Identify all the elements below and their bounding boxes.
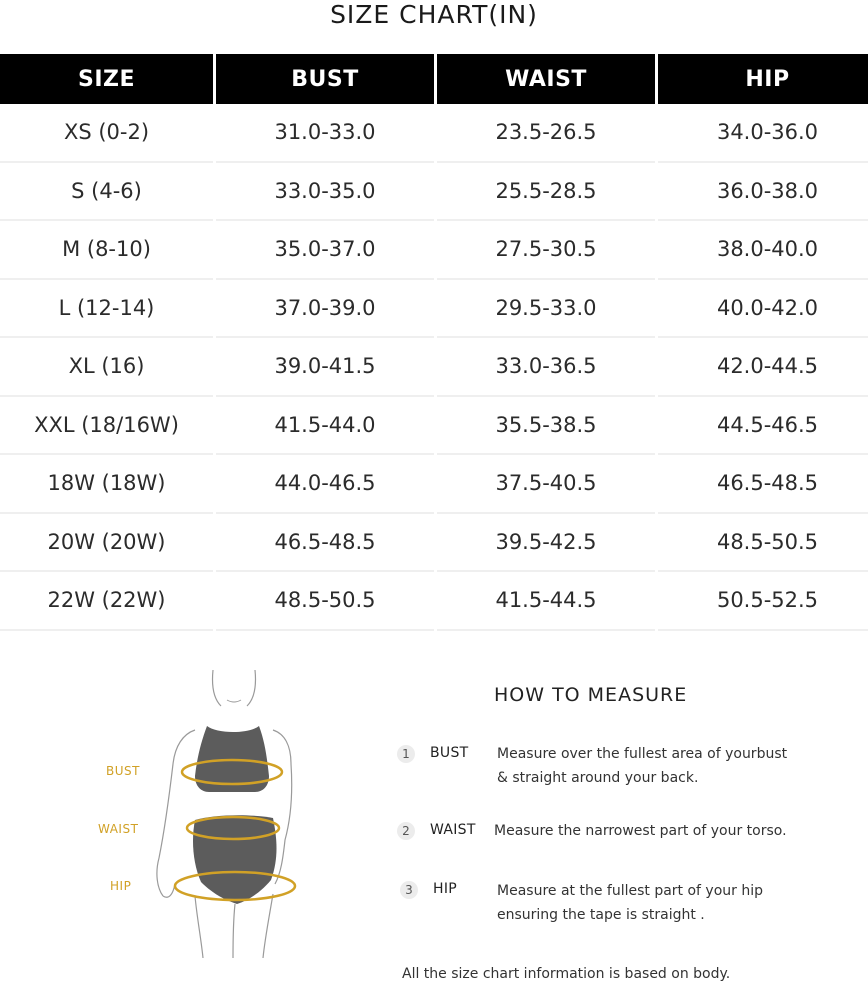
size-cell: 18W (18W) — [0, 454, 215, 513]
bust-cell: 48.5-50.5 — [215, 571, 436, 630]
step-1-badge: 1 — [397, 745, 415, 763]
table-row — [0, 337, 868, 396]
bust-label: BUST — [106, 764, 140, 778]
hip-cell: 48.5-50.5 — [657, 513, 868, 572]
bust-cell: 44.0-46.5 — [215, 454, 436, 513]
hip-desc-line-1: Measure at the fullest part of your hip — [497, 883, 764, 899]
hip-desc-line-2: ensuring the tape is straight . — [497, 907, 705, 923]
bust-cell: 41.5-44.0 — [215, 396, 436, 455]
hip-cell: 36.0-38.0 — [657, 162, 868, 221]
size-cell: S (4-6) — [0, 162, 215, 221]
hip-cell: 46.5-48.5 — [657, 454, 868, 513]
size-cell: 20W (20W) — [0, 513, 215, 572]
header-size: SIZE — [0, 54, 215, 104]
table-row — [0, 571, 868, 630]
bust-cell: 46.5-48.5 — [215, 513, 436, 572]
table-row — [0, 279, 868, 338]
waist-cell: 33.0-36.5 — [436, 337, 657, 396]
table-row — [0, 396, 868, 455]
bust-desc-line-1: Measure over the fullest area of yourbust — [497, 746, 788, 762]
waist-measure-label: WAIST — [430, 822, 476, 838]
table-row — [0, 104, 868, 162]
step-2-badge: 2 — [397, 822, 415, 840]
table-row — [0, 513, 868, 572]
hip-measure-desc — [497, 879, 763, 927]
hip-label: HIP — [110, 879, 132, 893]
bust-measure-label: BUST — [430, 745, 469, 761]
waist-cell: 37.5-40.5 — [436, 454, 657, 513]
size-chart-title: SIZE CHART(IN) — [330, 0, 538, 29]
bust-desc-line-2: & straight around your back. — [497, 770, 699, 786]
waist-cell: 39.5-42.5 — [436, 513, 657, 572]
waist-cell: 29.5-33.0 — [436, 279, 657, 338]
header-hip: HIP — [657, 54, 868, 104]
hip-cell: 50.5-52.5 — [657, 571, 868, 630]
step-3-badge: 3 — [400, 881, 418, 899]
waist-measure-desc: Measure the narrowest part of your torso. — [494, 823, 787, 839]
hip-cell: 38.0-40.0 — [657, 220, 868, 279]
table-row — [0, 454, 868, 513]
size-cell: M (8-10) — [0, 220, 215, 279]
hip-cell: 44.5-46.5 — [657, 396, 868, 455]
hip-cell: 42.0-44.5 — [657, 337, 868, 396]
hip-measure-label: HIP — [433, 881, 457, 897]
bust-cell: 37.0-39.0 — [215, 279, 436, 338]
bust-measure-desc — [497, 742, 787, 790]
hip-cell: 34.0-36.0 — [657, 104, 868, 162]
table-row — [0, 162, 868, 221]
header-waist: WAIST — [436, 54, 657, 104]
hip-cell: 40.0-42.0 — [657, 279, 868, 338]
waist-cell: 25.5-28.5 — [436, 162, 657, 221]
header-bust: BUST — [215, 54, 436, 104]
size-cell: XXL (18/16W) — [0, 396, 215, 455]
bust-cell: 35.0-37.0 — [215, 220, 436, 279]
waist-cell: 27.5-30.5 — [436, 220, 657, 279]
body-figure-icon — [145, 668, 315, 958]
waist-cell: 23.5-26.5 — [436, 104, 657, 162]
table-row — [0, 220, 868, 279]
footer-note: All the size chart information is based on body. — [402, 966, 731, 982]
size-cell: XL (16) — [0, 337, 215, 396]
size-cell: L (12-14) — [0, 279, 215, 338]
waist-label: WAIST — [98, 822, 139, 836]
bust-cell: 31.0-33.0 — [215, 104, 436, 162]
waist-cell: 41.5-44.5 — [436, 571, 657, 630]
bust-cell: 33.0-35.0 — [215, 162, 436, 221]
size-cell: 22W (22W) — [0, 571, 215, 630]
table-header-row — [0, 54, 868, 104]
waist-cell: 35.5-38.5 — [436, 396, 657, 455]
size-table — [0, 54, 868, 631]
size-cell: XS (0-2) — [0, 104, 215, 162]
how-to-measure-title: HOW TO MEASURE — [494, 684, 688, 706]
bust-cell: 39.0-41.5 — [215, 337, 436, 396]
